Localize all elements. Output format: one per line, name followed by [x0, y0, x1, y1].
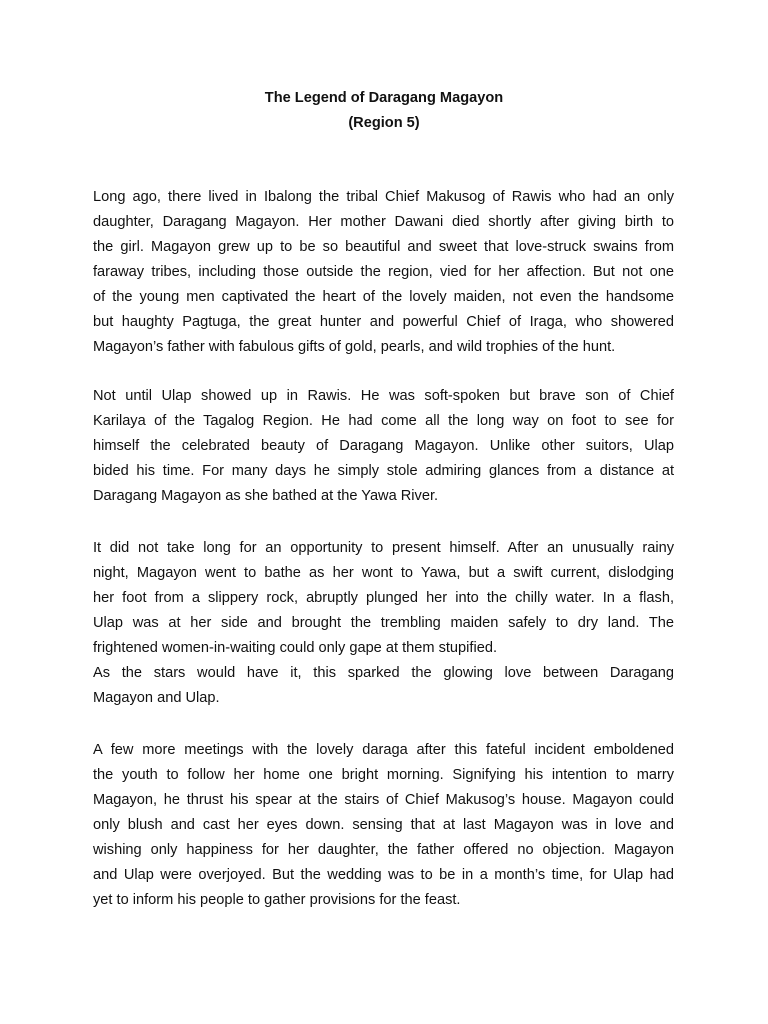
paragraph-line: wishing only happiness for her daughter, the father offered no objection. Magayon: [93, 842, 674, 859]
paragraph-line: faraway tribes, including those outside the region, vied for her affection. But not one: [93, 264, 674, 281]
paragraph-1: [93, 185, 674, 360]
paragraph-line: bided his time. For many days he simply stole admiring glances from a distance at: [93, 463, 674, 480]
paragraph-line: Magayon’s father with fabulous gifts of gold, pearls, and wild trophies of the hunt.: [93, 339, 616, 356]
document-subtitle: (Region 5): [348, 114, 420, 131]
paragraph-line: night, Magayon went to bathe as her wont to Yawa, but a swift current, dislodging: [93, 565, 674, 582]
paragraph-line: Ulap was at her side and brought the trembling maiden safely to dry land. The: [93, 615, 674, 632]
paragraph-line: daughter, Daragang Magayon. Her mother Dawani died shortly after giving birth to: [93, 214, 674, 231]
paragraph-3: [93, 536, 674, 711]
paragraph-line: A few more meetings with the lovely daraga after this fateful incident emboldened: [93, 742, 674, 758]
paragraph-line: of the young men captivated the heart of the lovely maiden, not even the handsome: [93, 289, 674, 306]
paragraph-line: her foot from a slippery rock, abruptly plunged her into the chilly water. In a flash,: [93, 590, 674, 607]
paragraph-line: the youth to follow her home one bright morning. Signifying his intention to marry: [93, 767, 674, 784]
paragraph-2: [93, 384, 674, 509]
paragraph-line: Long ago, there lived in Ibalong the tribal Chief Makusog of Rawis who had an only: [93, 189, 674, 205]
paragraph-line: himself the celebrated beauty of Daragang Magayon. Unlike other suitors, Ulap: [93, 438, 674, 455]
paragraph-line: As the stars would have it, this sparked the glowing love between Daragang: [93, 665, 674, 682]
paragraph-line: yet to inform his people to gather provisions for the feast.: [93, 892, 461, 909]
paragraph-line: Not until Ulap showed up in Rawis. He was soft-spoken but brave son of Chief: [93, 388, 674, 404]
paragraph-line: the girl. Magayon grew up to be so beautiful and sweet that love-struck swains from: [93, 239, 674, 256]
document-title: The Legend of Daragang Magayon: [264, 90, 504, 106]
title-block: [0, 86, 768, 136]
paragraph-line: Karilaya of the Tagalog Region. He had come all the long way on foot to see for: [93, 413, 674, 430]
paragraph-line: Magayon, he thrust his spear at the stairs of Chief Makusog’s house. Magayon could: [93, 792, 674, 809]
paragraph-line: only blush and cast her eyes down. sensing that at last Magayon was in love and: [93, 817, 674, 834]
paragraph-4: [93, 738, 674, 913]
paragraph-line: It did not take long for an opportunity to present himself. After an unusually rainy: [93, 540, 674, 556]
paragraph-line: Magayon and Ulap.: [93, 690, 220, 707]
paragraph-line: Daragang Magayon as she bathed at the Yawa River.: [93, 488, 439, 505]
paragraph-line: but haughty Pagtuga, the great hunter and powerful Chief of Iraga, who showered: [93, 314, 674, 331]
paragraph-line: and Ulap were overjoyed. But the wedding was to be in a month’s time, for Ulap had: [93, 867, 674, 884]
paragraph-line: frightened women-in-waiting could only gape at them stupified.: [93, 640, 497, 657]
